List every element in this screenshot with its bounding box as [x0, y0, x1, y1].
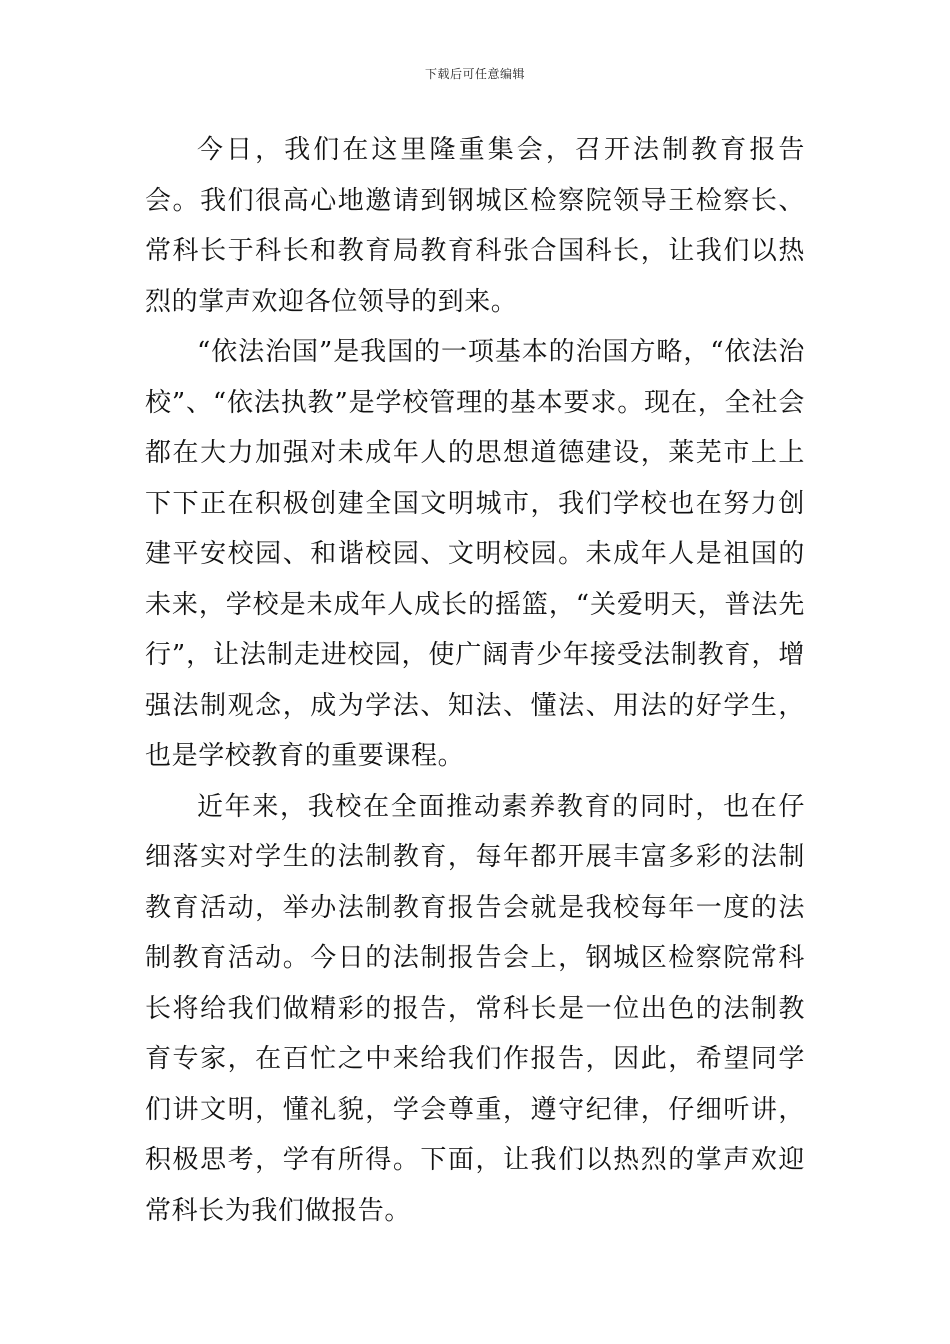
- paragraph-3: 近年来，我校在全面推动素养教育的同时，也在仔细落实对学生的法制教育，每年都开展丰富多彩的法制教育活动，举办法制教育报告会就是我校每年一度的法制教育活动。今日的法制报告会上，钢城区检察院常科长将给我们做精彩的报告，常科长是一位出色的法制教育专家，在百忙之中来给我们作报告，因此，希望同学们讲文明，懂礼貌，学会尊重，遵守纪律，仔细听讲，积极思考，学有所得。下面，让我们以热烈的掌声欢迎常科长为我们做报告。: [145, 791, 805, 1226]
- page-header-note: 下载后可任意编辑: [424, 67, 525, 81]
- paragraph-1: 今日，我们在这里隆重集会，召开法制教育报告会。我们很高心地邀请到钢城区检察院领导王检察长、常科长于科长和教育局教育科张合国科长，让我们以热烈的掌声欢迎各位领导的到来。: [145, 135, 805, 317]
- paragraph-2: “依法治国”是我国的一项基本的治国方略，“依法治校”、“依法执教”是学校管理的基本要求。现在，全社会都在大力加强对未成年人的思想道德建设，莱芜市上上下下正在积极创建全国文明城市，我们学校也在努力创建平安校园、和谐校园、文明校园。未成年人是祖国的未来，学校是未成年人成长的摇篮，“关爱明天，普法先行”，让法制走进校园，使广阔青少年接受法制教育，增强法制观念，成为学法、知法、懂法、用法的好学生，也是学校教育的重要课程。: [145, 337, 805, 771]
- document-body: [145, 125, 805, 1236]
